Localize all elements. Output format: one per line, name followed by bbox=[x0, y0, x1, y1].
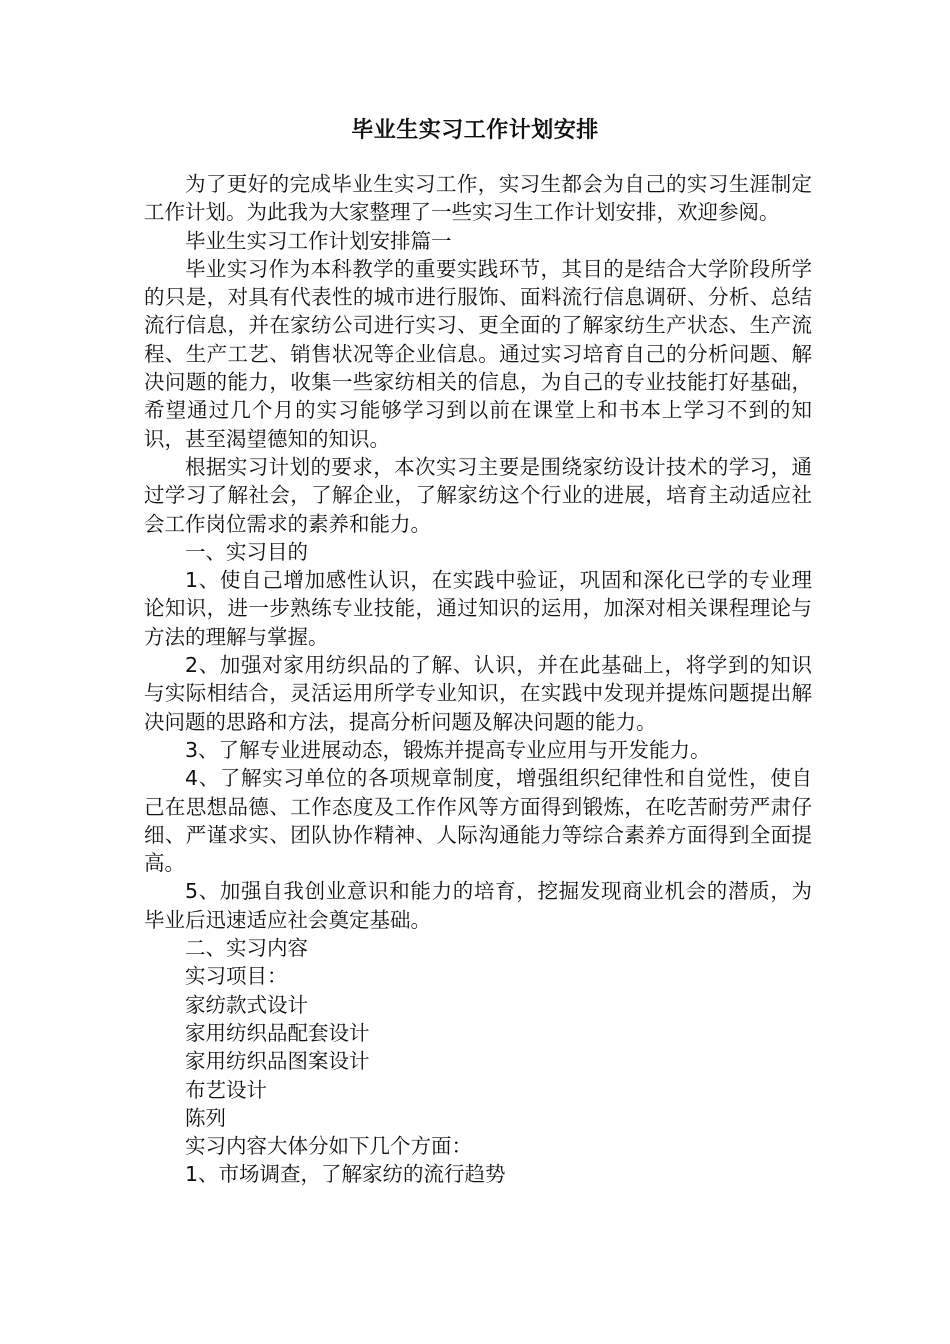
paragraph: 根据实习计划的要求，本次实习主要是围绕家纺设计技术的学习，通过学习了解社会，了解企业，了解家纺这个行业的进展，培育主动适应社会工作岗位需求的素养和能力。 bbox=[144, 454, 812, 536]
paragraph: 实习内容大体分如下几个方面： bbox=[185, 1134, 472, 1159]
list-item: 5、加强自我创业意识和能力的培育，挖掘发现商业机会的潜质，为毕业后迅速适应社会奠定基础。 bbox=[144, 879, 812, 932]
list-item: 家用纺织品配套设计 bbox=[185, 1020, 370, 1045]
paragraph: 毕业实习作为本科教学的重要实践环节，其目的是结合大学阶段所学的只是，对具有代表性的城市进行服饰、面料流行信息调研、分析、总结流行信息，并在家纺公司进行实习、更全面的了解家纺生产状态、生产流程、生产工艺、销售状况等企业信息。通过实习培育自己的分析问题、解决问题的能力，收集一些家纺相关的信息，为自己的专业技能打好基础，希望通过几个月的实习能够学习到以前在课堂上和书本上学习不到的知识，甚至渴望德知的知识。 bbox=[144, 256, 812, 451]
paragraph: 实习项目： bbox=[185, 964, 288, 989]
document-body bbox=[144, 170, 812, 1189]
section-heading: 毕业生实习工作计划安排篇一 bbox=[185, 228, 452, 253]
list-item: 家用纺织品图案设计 bbox=[185, 1049, 370, 1074]
list-item: 3、了解专业进展动态，锻炼并提高专业应用与开发能力。 bbox=[185, 737, 711, 762]
list-item: 1、市场调查，了解家纺的流行趋势 bbox=[185, 1162, 506, 1187]
section-heading: 二、实习内容 bbox=[185, 936, 308, 961]
section-heading: 一、实习目的 bbox=[185, 539, 308, 564]
document-title: 毕业生实习工作计划安排 bbox=[351, 118, 599, 143]
list-item: 布艺设计 bbox=[185, 1077, 267, 1102]
list-item: 家纺款式设计 bbox=[185, 992, 308, 1017]
list-item: 1、使自己增加感性认识，在实践中验证，巩固和深化已学的专业理论知识，进一步熟练专业技能，通过知识的运用，加深对相关课程理论与方法的理解与掌握。 bbox=[144, 568, 812, 649]
list-item: 4、了解实习单位的各项规章制度，增强组织纪律性和自觉性，使自己在思想品德、工作态度及工作作风等方面得到锻炼，在吃苦耐劳严肃仔细、严谨求实、团队协作精神、人际沟通能力等综合素养方面得到全面提高。 bbox=[144, 766, 812, 876]
list-item: 陈列 bbox=[185, 1105, 226, 1130]
list-item: 2、加强对家用纺织品的了解、认识，并在此基础上，将学到的知识与实际相结合，灵活运用所学专业知识，在实践中发现并提炼问题提出解决问题的思路和方法，提高分析问题及解决问题的能力。 bbox=[144, 653, 812, 734]
paragraph: 为了更好的完成毕业生实习工作，实习生都会为自己的实习生涯制定工作计划。为此我为大家整理了一些实习生工作计划安排，欢迎参阅。 bbox=[144, 172, 812, 225]
